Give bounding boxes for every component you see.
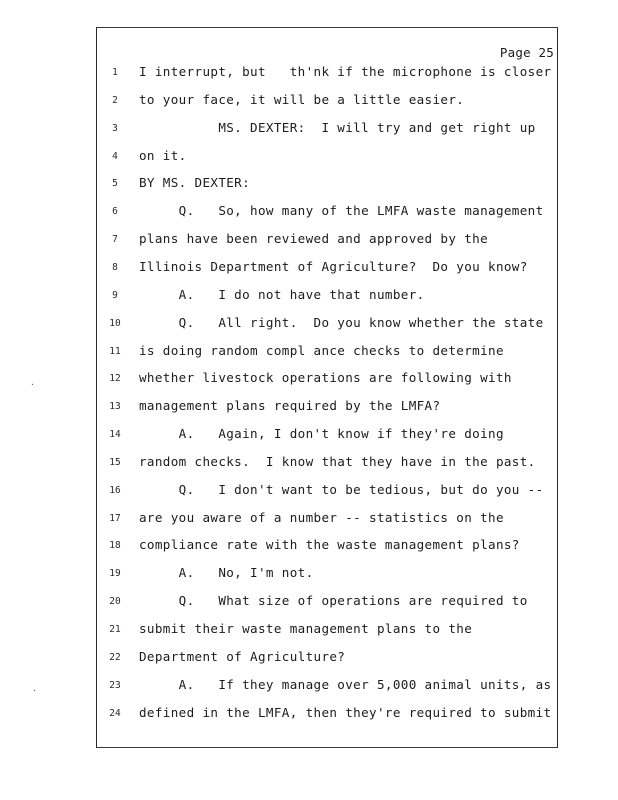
line-number: 21 bbox=[109, 624, 121, 635]
line-number: 23 bbox=[109, 679, 121, 691]
line-text: I interrupt, but th'nk if the microphone is closer bbox=[139, 64, 552, 79]
transcript-line bbox=[0, 621, 618, 641]
transcript-line bbox=[0, 593, 618, 613]
line-text: Q. All right. Do you know whether the state bbox=[139, 314, 544, 330]
line-number: 14 bbox=[109, 429, 121, 441]
line-text: MS. DEXTER: I will try and get right up bbox=[139, 119, 536, 135]
line-text: defined in the LMFA, then they're required to submit bbox=[139, 704, 552, 720]
transcript-line bbox=[0, 259, 618, 279]
line-number: 9 bbox=[112, 289, 118, 301]
scan-mark: · bbox=[32, 686, 37, 695]
transcript-line bbox=[0, 231, 618, 251]
line-number: 24 bbox=[109, 707, 121, 719]
line-text: on it. bbox=[139, 147, 187, 163]
transcript-line bbox=[0, 426, 618, 446]
transcript-line bbox=[0, 370, 618, 390]
line-number: 8 bbox=[112, 261, 118, 273]
transcript-line bbox=[0, 677, 618, 697]
line-number: 13 bbox=[109, 401, 121, 413]
line-text: Illinois Department of Agriculture? Do you know? bbox=[139, 258, 528, 274]
line-text: to your face, it will be a little easier. bbox=[139, 91, 465, 107]
line-number: 5 bbox=[112, 178, 118, 190]
line-number: 22 bbox=[109, 651, 121, 663]
line-text: random checks. I know that they have in the past. bbox=[139, 453, 536, 469]
line-text: are you aware of a number -- statistics on the bbox=[139, 509, 504, 525]
line-number: 10 bbox=[109, 317, 121, 329]
line-text: Q. What size of operations are required to bbox=[139, 593, 528, 609]
line-number: 18 bbox=[109, 540, 121, 552]
line-number: 1 bbox=[112, 67, 118, 78]
transcript-line bbox=[0, 510, 618, 530]
line-text: BY MS. DEXTER: bbox=[139, 175, 251, 191]
scan-mark: · bbox=[30, 380, 35, 389]
line-text: A. Again, I don't know if they're doing bbox=[139, 426, 504, 442]
line-number: 15 bbox=[109, 456, 121, 468]
line-number: 2 bbox=[112, 94, 118, 106]
transcript-line bbox=[0, 315, 618, 335]
transcript-line bbox=[0, 705, 618, 725]
line-text: is doing random compl ance checks to determine bbox=[139, 342, 504, 358]
line-number: 20 bbox=[109, 596, 121, 608]
transcript-line bbox=[0, 203, 618, 223]
line-number: 17 bbox=[109, 512, 121, 524]
transcript-line bbox=[0, 537, 618, 557]
line-text: Department of Agriculture? bbox=[139, 648, 346, 664]
transcript-line bbox=[0, 565, 618, 585]
transcript-line bbox=[0, 287, 618, 307]
transcript-line bbox=[0, 175, 618, 195]
transcript-line bbox=[0, 649, 618, 669]
transcript-line bbox=[0, 148, 618, 168]
line-text: whether livestock operations are following with bbox=[139, 370, 512, 386]
line-text: Q. So, how many of the LMFA waste management bbox=[139, 203, 544, 219]
line-text: submit their waste management plans to the bbox=[139, 621, 473, 636]
line-number: 6 bbox=[112, 206, 118, 218]
line-text: A. No, I'm not. bbox=[139, 565, 314, 581]
page-number: Page 25 bbox=[499, 45, 554, 60]
transcript-line bbox=[0, 92, 618, 112]
line-text: A. If they manage over 5,000 animal units, as bbox=[139, 676, 552, 692]
transcript-line bbox=[0, 120, 618, 140]
transcript-line bbox=[0, 398, 618, 418]
line-text: plans have been reviewed and approved by the bbox=[139, 231, 489, 247]
transcript-line bbox=[0, 64, 618, 84]
line-text: management plans required by the LMFA? bbox=[139, 398, 441, 414]
transcript-line bbox=[0, 482, 618, 502]
line-number: 7 bbox=[112, 234, 118, 246]
line-text: Q. I don't want to be tedious, but do you -- bbox=[139, 481, 544, 497]
line-text: A. I do not have that number. bbox=[139, 286, 425, 302]
line-number: 16 bbox=[109, 484, 121, 496]
line-number: 11 bbox=[109, 345, 121, 357]
line-number: 3 bbox=[112, 122, 118, 134]
line-number: 4 bbox=[112, 150, 118, 162]
transcript-line bbox=[0, 343, 618, 363]
line-number: 19 bbox=[109, 568, 121, 580]
line-text: compliance rate with the waste management plans? bbox=[139, 537, 520, 553]
transcript-line bbox=[0, 454, 618, 474]
line-number: 12 bbox=[109, 373, 121, 385]
